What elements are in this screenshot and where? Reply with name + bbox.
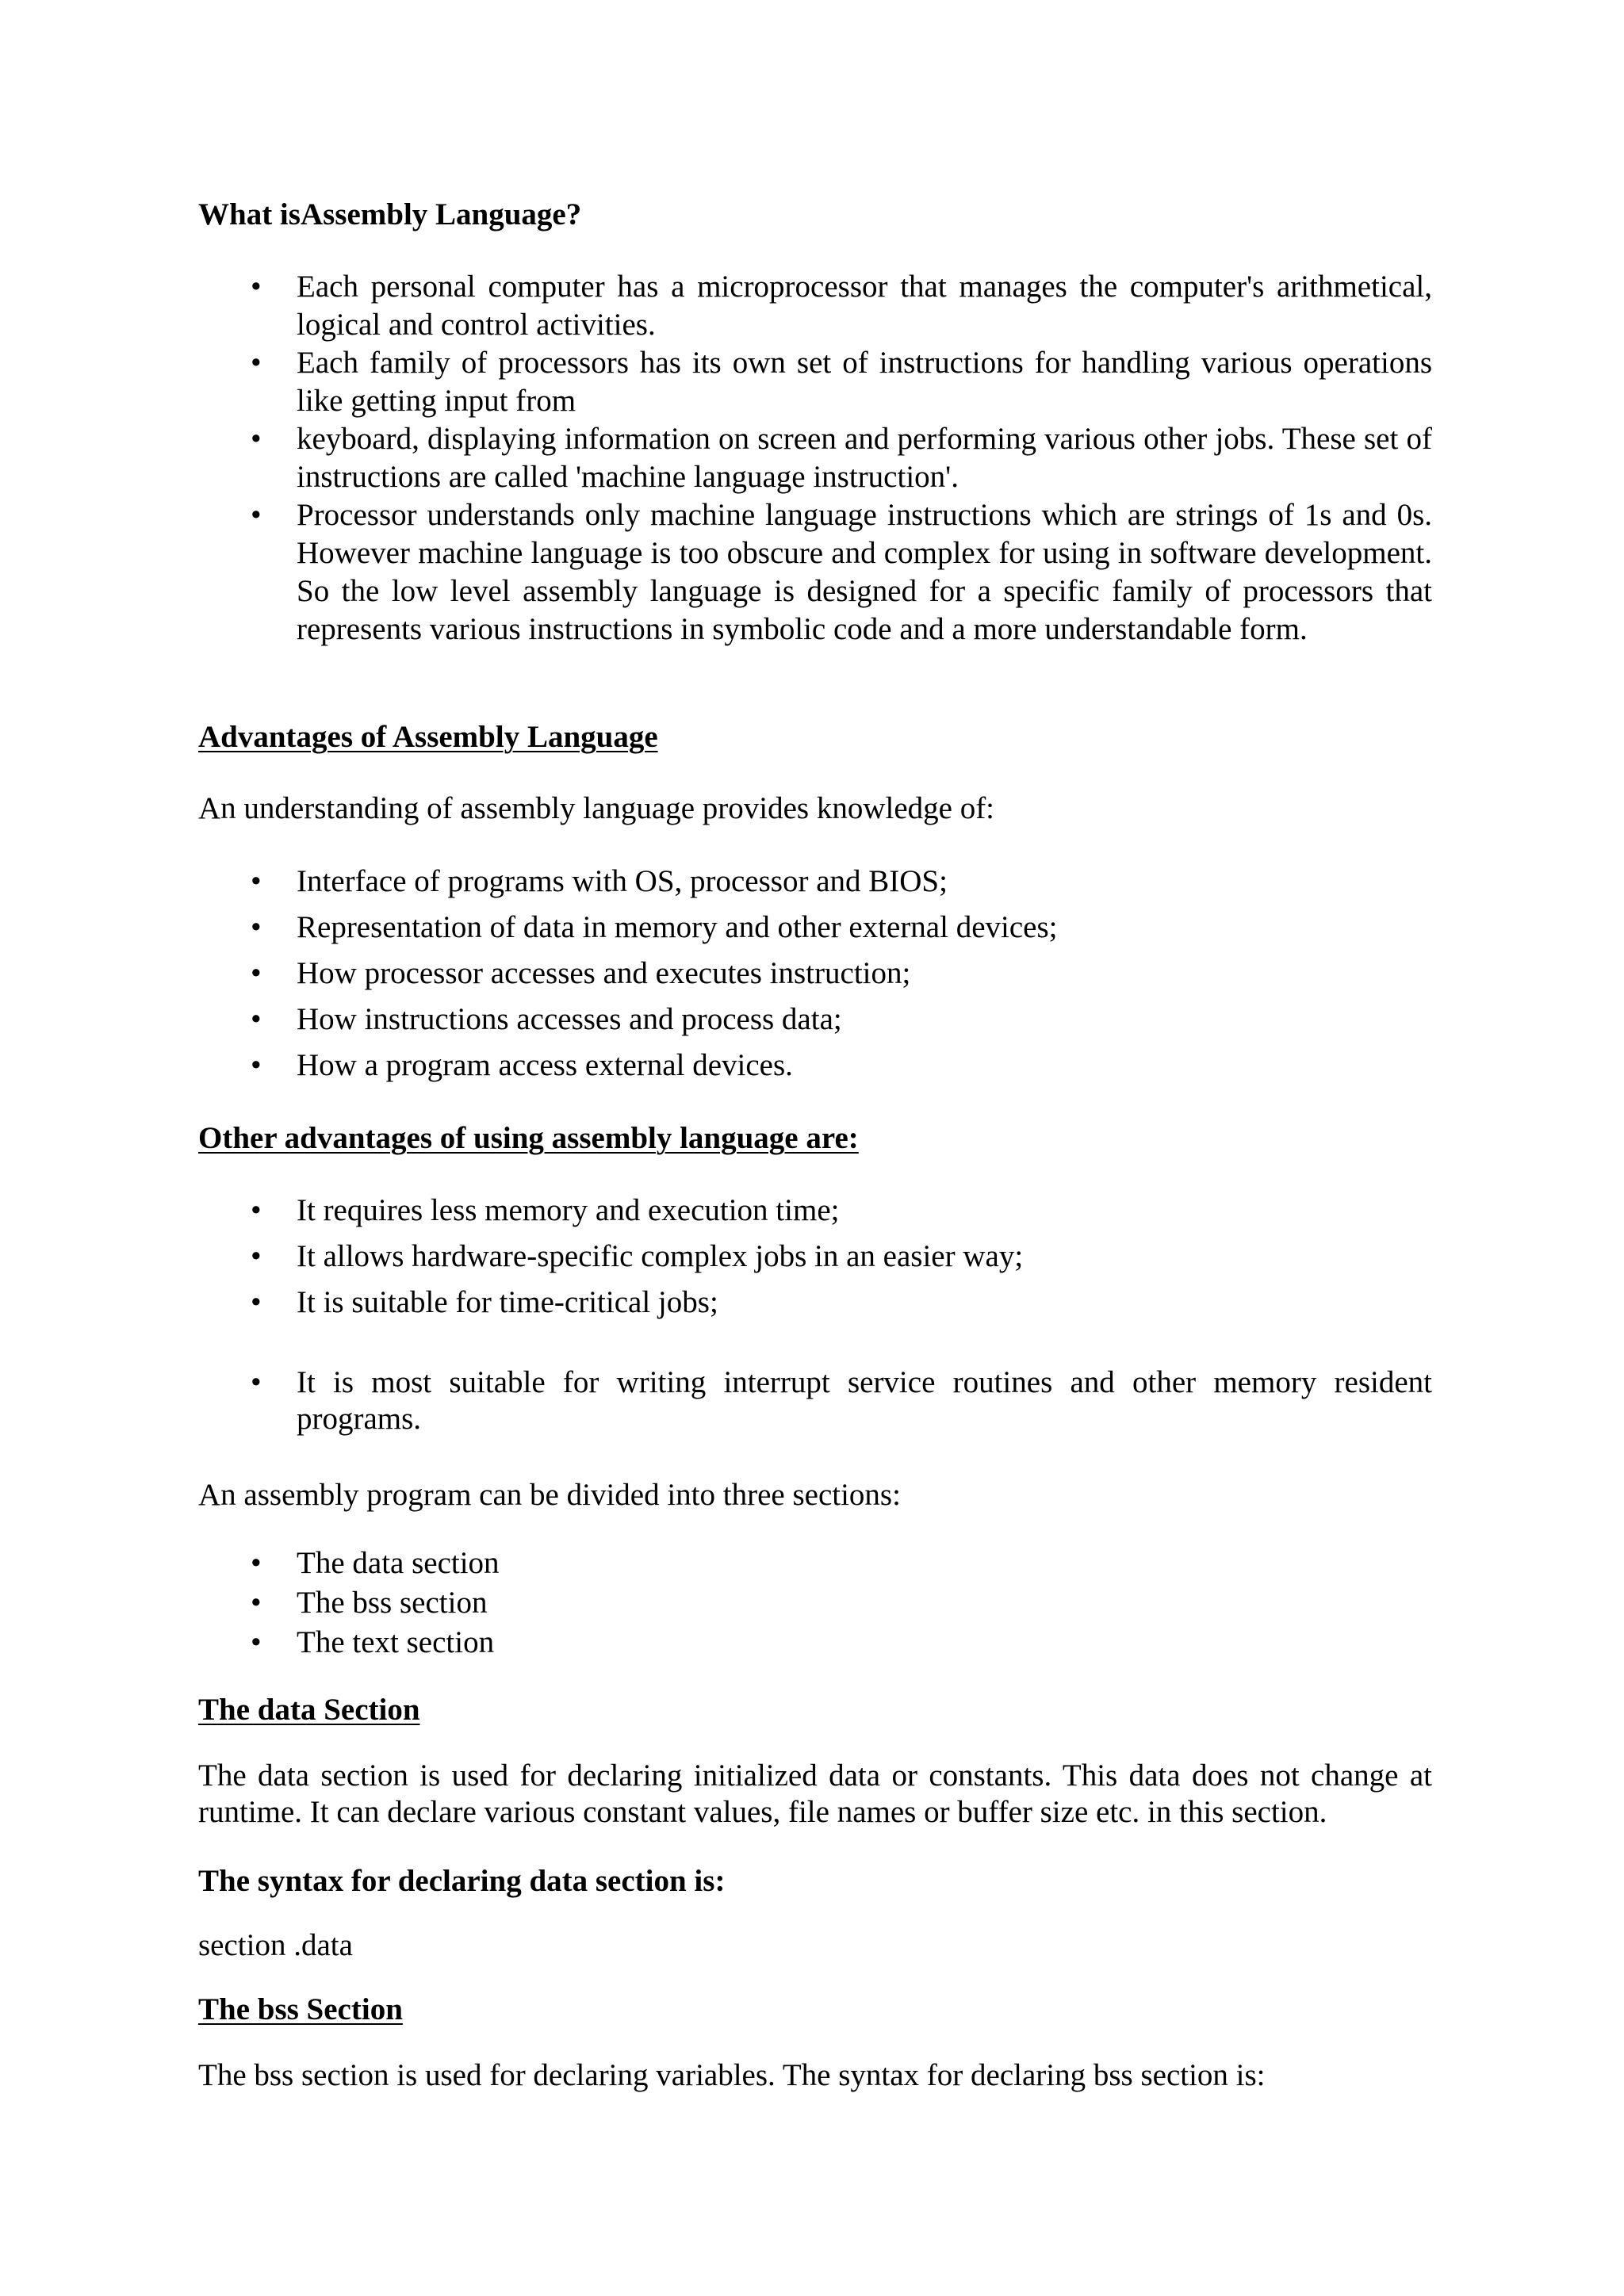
bullet-icon: •	[251, 422, 262, 456]
bullet-icon: •	[251, 1002, 262, 1036]
list-item: • Each family of processors has its own set of instructions for handling various operations like getting input from	[251, 346, 1432, 418]
bullet-icon: •	[251, 498, 262, 532]
bss-section-paragraph: The bss section is used for declaring variables. The syntax for declaring bss section is:	[198, 2058, 1266, 2092]
bullet-icon: •	[251, 1365, 262, 1399]
heading-bss-section: The bss Section	[198, 1992, 403, 2026]
syntax-code-data: section .data	[198, 1928, 353, 1962]
bullet-icon: •	[251, 956, 262, 990]
list-item: • It is most suitable for writing interrupt service routines and other memory resident programs.	[251, 1365, 1432, 1436]
heading-syntax-data: The syntax for declaring data section is:	[198, 1864, 726, 1898]
list-item: • It requires less memory and execution time;	[198, 1192, 1432, 1230]
bullet-icon: •	[251, 1285, 262, 1319]
list-item: • How processor accesses and executes instruction;	[198, 955, 1432, 993]
list-item: • The text section	[198, 1623, 1432, 1663]
data-section-paragraph: The data section is used for declaring initialized data or constants. This data does not change at runtime. It can declare various constant values, file names or buffer size etc. in this section.	[198, 1758, 1432, 1829]
list-item: • How a program access external devices.	[198, 1047, 1432, 1085]
heading-what-is-assembly: What isAssembly Language?	[198, 197, 582, 232]
bullet-icon: •	[251, 270, 262, 304]
bullet-icon: •	[251, 1546, 262, 1580]
list-item: • Processor understands only machine language instructions which are strings of 1s and 0s. However machine language is too obscure and complex for using in software development. So the low level assembly language is designed for a specific family of processors that represents various instructions in symbolic code and a more understandable form.	[251, 498, 1432, 646]
advantages-intro: An understanding of assembly language provides knowledge of:	[198, 791, 995, 825]
list-item: • It is suitable for time-critical jobs;	[198, 1284, 1432, 1322]
bullet-icon: •	[251, 910, 262, 944]
bullet-icon: •	[251, 1625, 262, 1659]
bullet-icon: •	[251, 1193, 262, 1227]
intro-bullet-list	[198, 268, 1432, 649]
bullet-icon: •	[251, 346, 262, 380]
bullet-icon: •	[251, 1048, 262, 1082]
list-item: • It allows hardware-specific complex jobs in an easier way;	[198, 1238, 1432, 1276]
other-advantages-list	[198, 1192, 1432, 1445]
heading-other-advantages: Other advantages of using assembly language are:	[198, 1121, 859, 1155]
list-item: • Representation of data in memory and other external devices;	[198, 909, 1432, 947]
list-item: • The bss section	[198, 1583, 1432, 1623]
sections-bullet-list	[198, 1544, 1432, 1663]
bullet-icon: •	[251, 864, 262, 898]
list-item: • How instructions accesses and process data;	[198, 1001, 1432, 1039]
knowledge-bullet-list	[198, 863, 1432, 1093]
sections-intro: An assembly program can be divided into three sections:	[198, 1478, 901, 1512]
list-item: • keyboard, displaying information on screen and performing various other jobs. These set of instructions are called 'machine language instruction'.	[251, 422, 1432, 494]
bullet-icon: •	[251, 1239, 262, 1273]
list-item: • Interface of programs with OS, processor and BIOS;	[198, 863, 1432, 901]
bullet-icon: •	[251, 1586, 262, 1620]
heading-data-section: The data Section	[198, 1693, 420, 1727]
list-item: • The data section	[198, 1544, 1432, 1583]
heading-advantages: Advantages of Assembly Language	[198, 720, 658, 754]
list-item: • Each personal computer has a microprocessor that manages the computer's arithmetical, logical and control activities.	[251, 270, 1432, 342]
